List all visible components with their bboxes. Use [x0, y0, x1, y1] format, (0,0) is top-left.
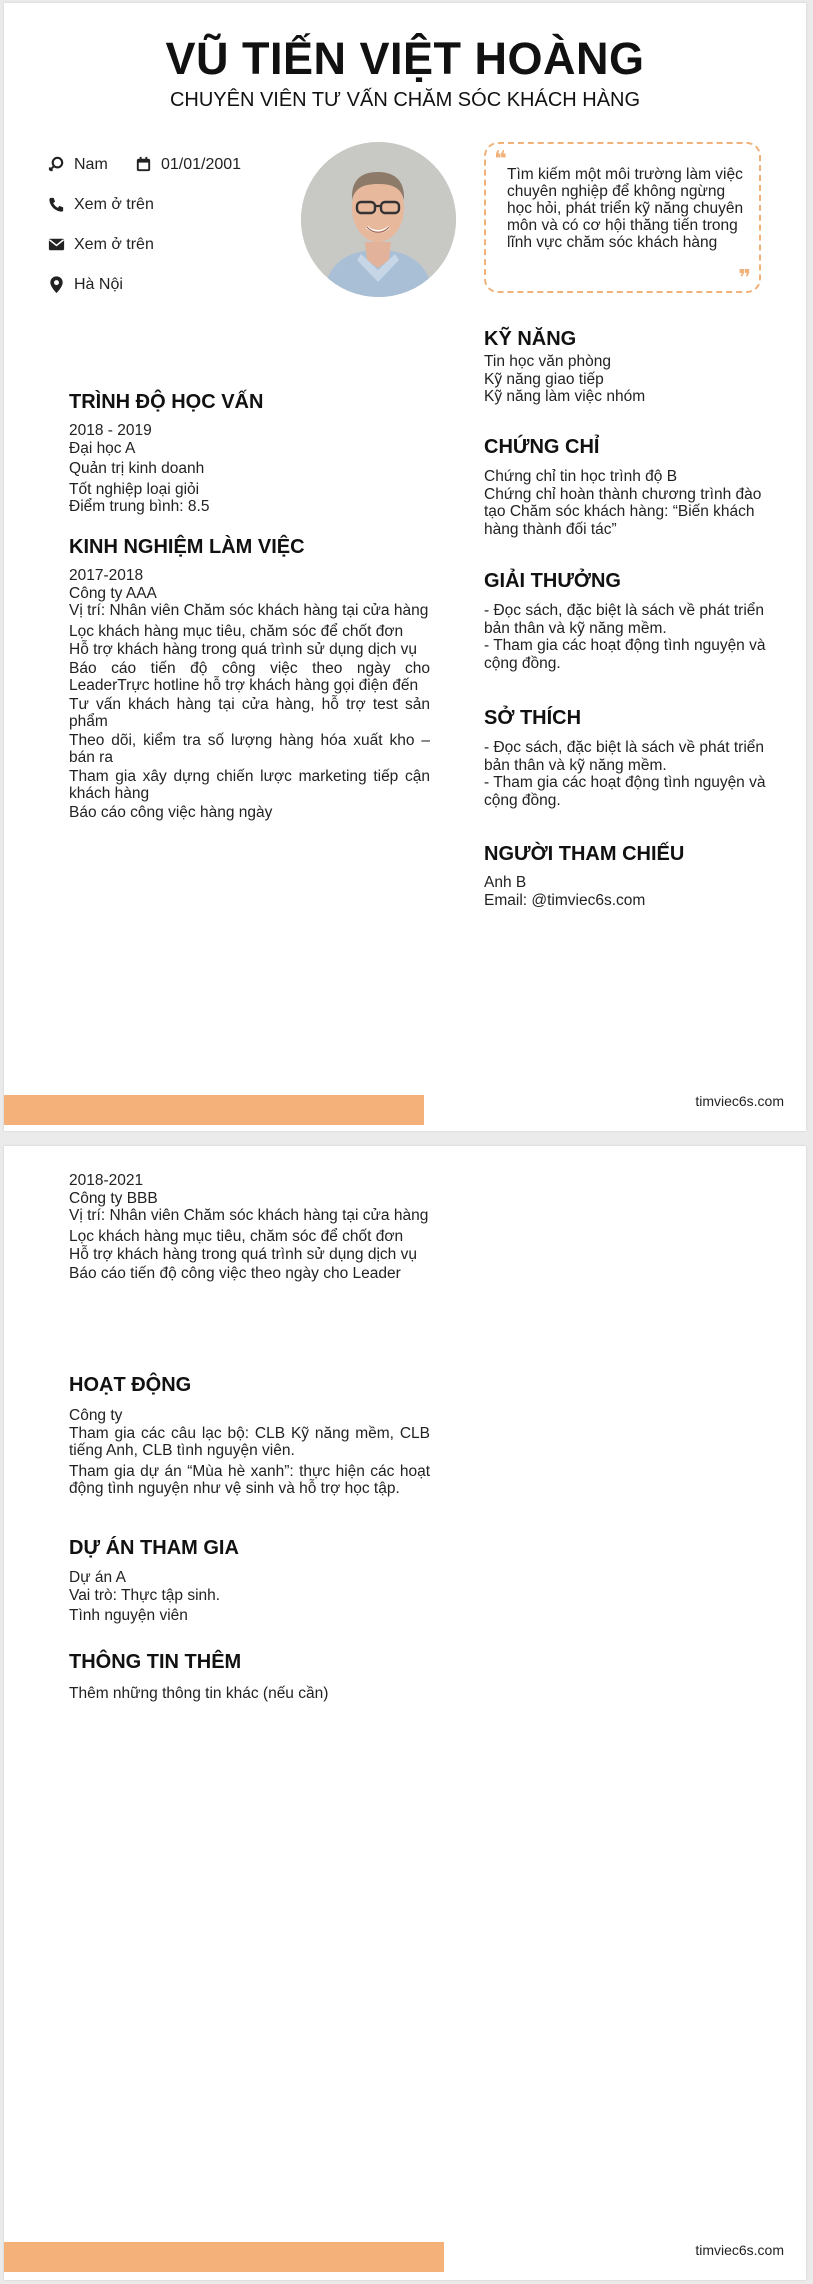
- footer-accent-bar: [4, 1095, 424, 1125]
- cv-page-2: [4, 1146, 806, 2280]
- references-heading: NGƯỜI THAM CHIẾU: [484, 843, 685, 865]
- awards-heading: GIẢI THƯỞNG: [484, 570, 621, 592]
- education-major: Quản trị kinh doanh: [69, 460, 205, 477]
- experience-line: Hỗ trợ khách hàng trong quá trình sử dụng dịch vụ: [69, 641, 417, 658]
- education-school: Đại học A: [69, 439, 136, 457]
- certificate-item: Chứng chỉ tin học trình độ B: [484, 468, 678, 485]
- award-item: - Đọc sách, đặc biệt là sách về phát triển bản thân và kỹ năng mềm.: [484, 602, 765, 637]
- skills-list: [484, 353, 774, 406]
- education-gpa: Điểm trung bình: 8.5: [69, 498, 210, 515]
- dob-value: 01/01/2001: [161, 155, 242, 173]
- portrait-image: [301, 142, 456, 297]
- skills-heading: KỸ NĂNG: [484, 328, 577, 350]
- activities-heading: HOẠT ĐỘNG: [69, 1374, 192, 1396]
- reference-name: Anh B: [484, 874, 527, 891]
- experience2-block: [69, 1172, 430, 1282]
- contact-phone: [47, 195, 154, 214]
- project-extra: Tình nguyện viên: [69, 1607, 188, 1624]
- address-value: Hà Nội: [74, 275, 123, 293]
- career-objective-text: Tìm kiếm một môi trường làm việc chuyên nghiệp để không ngừng học hỏi, phát triển kỹ năng chuyên môn và có cơ hội thăng tiến trong lĩnh vực chăm sóc khách hàng: [507, 166, 744, 251]
- experience-company: Công ty AAA: [69, 584, 157, 602]
- education-block: [69, 422, 430, 516]
- footer-website: timviec6s.com: [695, 1093, 784, 1109]
- experience-line: Báo cáo công việc hàng ngày: [69, 803, 273, 821]
- email-value: Xem ở trên: [74, 235, 154, 253]
- calendar-icon: [134, 155, 153, 174]
- experience2-company: Công ty BBB: [69, 1189, 158, 1207]
- profile-photo: [301, 142, 456, 297]
- experience-line: Vị trí: Nhân viên Chăm sóc khách hàng tại cửa hàng: [69, 602, 429, 619]
- more-info-text: Thêm những thông tin khác (nếu cần): [69, 1685, 329, 1702]
- education-heading: TRÌNH ĐỘ HỌC VẤN: [69, 391, 264, 413]
- contact-email: [47, 235, 154, 254]
- activity-line: Tham gia các câu lạc bộ: CLB Kỹ năng mềm, CLB tiếng Anh, CLB tình nguyện viên.: [69, 1424, 430, 1459]
- project-role: Vai trò: Thực tập sinh.: [69, 1586, 221, 1604]
- activity-line: Tham gia dự án “Mùa hè xanh”: thực hiện các hoạt động tình nguyện như vệ sinh và hỗ trợ học tập.: [69, 1462, 430, 1497]
- education-grade: Tốt nghiệp loại giỏi: [69, 480, 200, 498]
- candidate-name: VŨ TIẾN VIỆT HOÀNG: [165, 33, 645, 84]
- experience-line: Tham gia xây dựng chiến lược marketing tiếp cận khách hàng: [69, 767, 430, 802]
- footer-accent-bar: [4, 2242, 444, 2272]
- hobby-item: - Đọc sách, đặc biệt là sách về phát triển bản thân và kỹ năng mềm.: [484, 739, 765, 774]
- career-objective-box: [484, 142, 761, 293]
- hobbies-heading: SỞ THÍCH: [484, 707, 582, 729]
- job-title: CHUYÊN VIÊN TƯ VẤN CHĂM SÓC KHÁCH HÀNG: [169, 89, 641, 111]
- footer-website: timviec6s.com: [695, 2242, 784, 2258]
- experience-line: Báo cáo tiến độ công việc theo ngày cho LeaderTrực hotline hỗ trợ khách hàng gọi điện đến: [69, 659, 430, 694]
- projects-block: [69, 1569, 430, 1625]
- more-info-heading: THÔNG TIN THÊM: [69, 1651, 242, 1673]
- experience2-line: Báo cáo tiến độ công việc theo ngày cho Leader: [69, 1264, 401, 1282]
- experience-heading: KINH NGHIỆM LÀM VIỆC: [69, 536, 305, 558]
- certificates-heading: CHỨNG CHỈ: [484, 436, 600, 458]
- open-quote-icon: ❝: [494, 146, 507, 171]
- awards-list: [484, 602, 774, 672]
- skill-item: Kỹ năng giao tiếp: [484, 370, 604, 388]
- contact-gender: [47, 155, 108, 174]
- gender-icon: [47, 155, 66, 174]
- contact-dob: [134, 155, 241, 174]
- certificate-item: Chứng chỉ hoàn thành chương trình đào tạo Chăm sóc khách hàng: “Biến khách hàng thành đối tác”: [484, 485, 762, 538]
- hobby-item: - Tham gia các hoạt động tình nguyện và cộng đồng.: [484, 774, 766, 809]
- contact-address: [47, 275, 123, 294]
- experience-line: Tư vấn khách hàng tại cửa hàng, hỗ trợ test sản phẩm: [69, 695, 430, 730]
- award-item: - Tham gia các hoạt động tình nguyện và cộng đồng.: [484, 637, 766, 672]
- experience-line: Theo dõi, kiểm tra số lượng hàng hóa xuất kho – bán ra: [69, 731, 430, 766]
- email-icon: [47, 235, 66, 254]
- location-pin-icon: [47, 275, 66, 294]
- close-quote-icon: ❞: [738, 265, 751, 290]
- education-period: 2018 - 2019: [69, 422, 152, 439]
- cv-page-1: [4, 3, 806, 1131]
- experience-block: [69, 567, 430, 821]
- activities-block: [69, 1407, 430, 1498]
- experience-period: 2017-2018: [69, 567, 144, 584]
- certificates-list: [484, 468, 774, 538]
- experience2-line: Hỗ trợ khách hàng trong quá trình sử dụng dịch vụ: [69, 1246, 417, 1263]
- project-name: Dự án A: [69, 1569, 126, 1586]
- reference-email: Email: @timviec6s.com: [484, 891, 646, 909]
- phone-icon: [47, 195, 66, 214]
- skill-item: Tin học văn phòng: [484, 353, 611, 370]
- experience2-line: Lọc khách hàng mục tiêu, chăm sóc để chốt đơn: [69, 1227, 404, 1245]
- experience-line: Lọc khách hàng mục tiêu, chăm sóc để chốt đơn: [69, 622, 404, 640]
- hobbies-list: [484, 739, 774, 809]
- more-info-block: [69, 1685, 430, 1703]
- references-block: [484, 874, 774, 909]
- projects-heading: DỰ ÁN THAM GIA: [69, 1537, 239, 1559]
- phone-value: Xem ở trên: [74, 195, 154, 213]
- experience2-line: Vị trí: Nhân viên Chăm sóc khách hàng tại cửa hàng: [69, 1207, 429, 1224]
- gender-value: Nam: [74, 155, 108, 173]
- skill-item: Kỹ năng làm việc nhóm: [484, 388, 646, 405]
- activities-org: Công ty: [69, 1407, 123, 1424]
- experience2-period: 2018-2021: [69, 1172, 144, 1189]
